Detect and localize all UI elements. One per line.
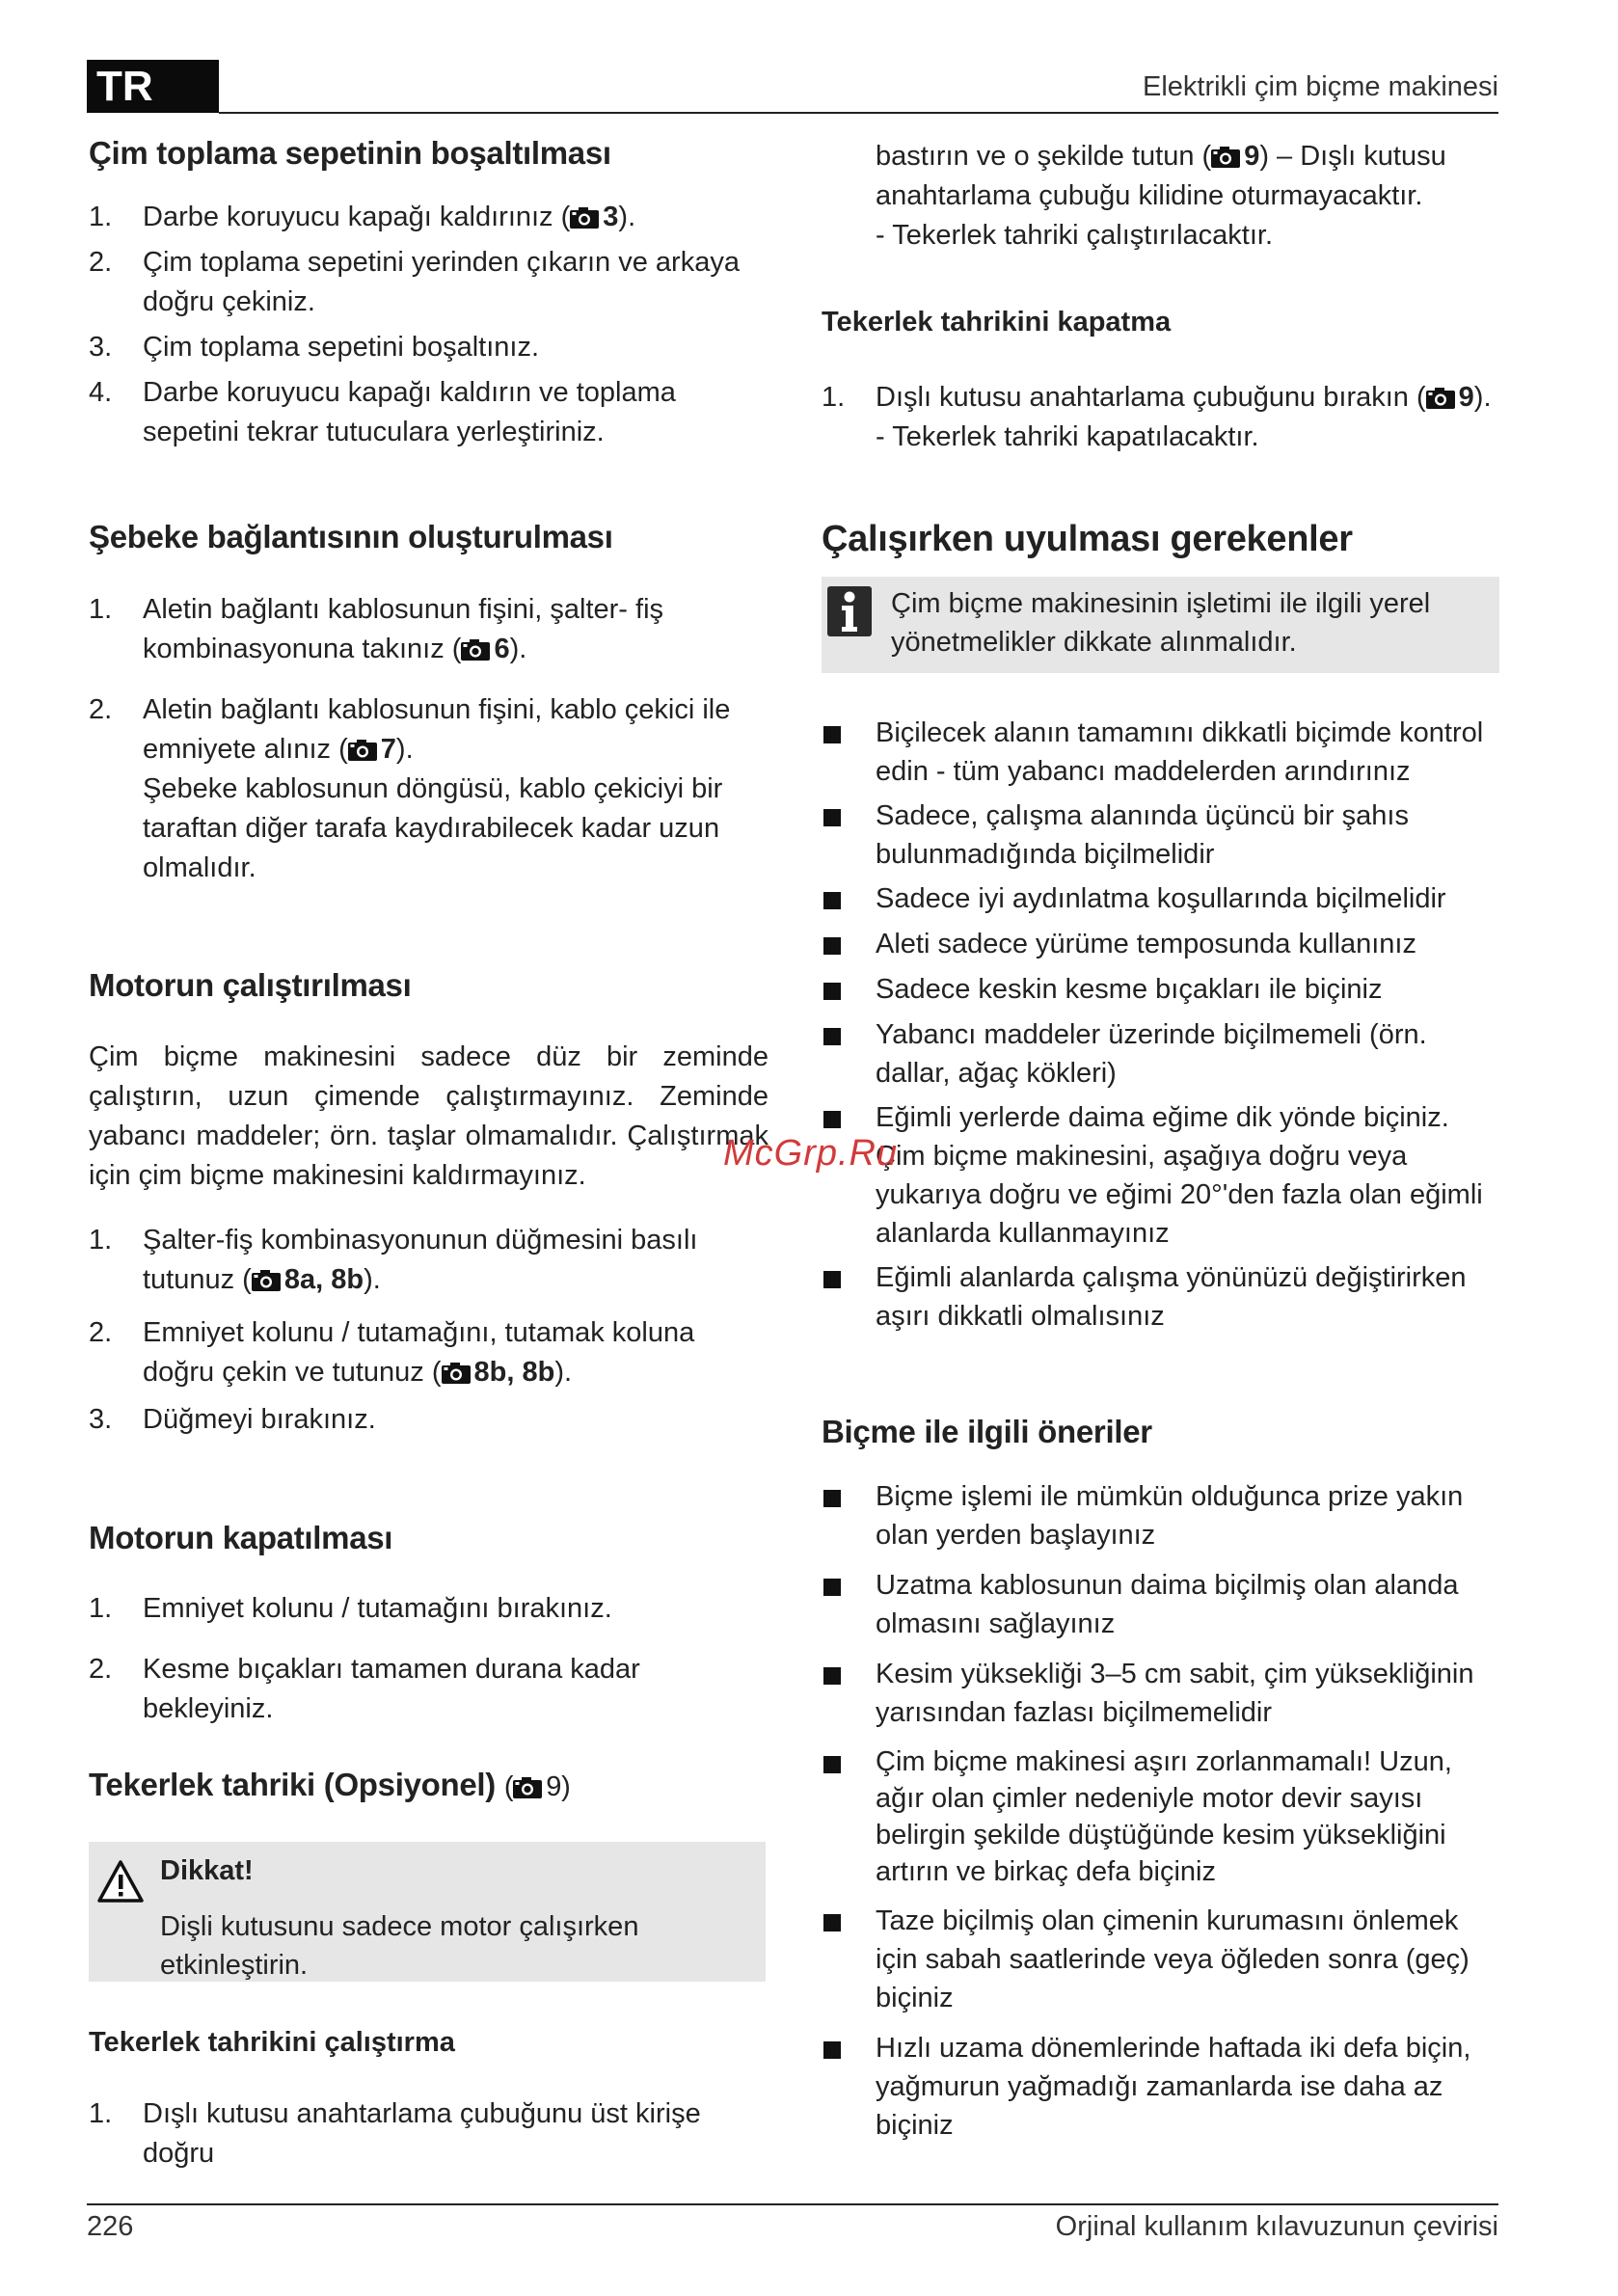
list-item: Yabancı maddeler üzerinde biçilmemeli (örn. dallar, ağaç kökleri)	[822, 1015, 1499, 1093]
mowing-tips-list	[822, 1477, 1499, 2145]
header-divider	[219, 112, 1498, 114]
language-badge: TR	[87, 60, 219, 113]
bullet-square-icon	[823, 1667, 841, 1685]
list-item: 1. Aletin bağlantı kablosunun fişini, şalter- fiş kombinasyonuna takınız ( 6).	[89, 594, 664, 664]
camera-icon	[442, 1363, 471, 1384]
list-item: 4. Darbe koruyucu kapağı kaldırın ve toplama sepetini tekrar tutuculara yerleştiriniz.	[89, 377, 676, 447]
bullet-square-icon	[823, 1271, 841, 1288]
list-item: Hızlı uzama dönemlerinde haftada iki defa biçin, yağmurun yağmadığı zamanlarda ise daha az biçiniz	[822, 2029, 1499, 2145]
list-item: 2. Çim toplama sepetini yerinden çıkarın ve arkaya doğru çekiniz.	[89, 247, 740, 317]
list-item: 3. Düğmeyi bırakınız.	[89, 1404, 376, 1435]
camera-icon	[513, 1777, 542, 1798]
empty-basket-steps	[89, 198, 766, 452]
bullet-square-icon	[823, 892, 841, 909]
list-item: Kesim yüksekliği 3–5 cm sabit, çim yüksekliğinin yarısından fazlası biçilmemelidir	[822, 1655, 1499, 1732]
continued-step-text: bastırın ve o şekilde tutun ( 9) – Dışlı kutusu anahtarlama çubuğu kilidine oturmayacaktır. - Tekerlek tahriki çalıştırılacaktır.	[876, 141, 1446, 251]
section-title-mains-connection: Şebeke bağlantısının oluşturulması	[89, 519, 613, 554]
subsection-title-start-wheel-drive: Tekerlek tahrikini çalıştırma	[89, 2027, 455, 2058]
list-item: 3. Çim toplama sepetini boşaltınız.	[89, 332, 540, 363]
list-item: Biçme işlemi ile mümkün olduğunca prize yakın olan yerden başlayınız	[822, 1477, 1499, 1554]
info-box	[822, 577, 1499, 673]
camera-icon	[570, 207, 599, 229]
list-item: Eğimli alanlarda çalışma yönünüzü değiştirirken aşırı dikkatli olmalısınız	[822, 1258, 1499, 1336]
warning-box	[89, 1842, 766, 1982]
bullet-square-icon	[823, 1028, 841, 1045]
bullet-square-icon	[823, 1756, 841, 1773]
bullet-square-icon	[823, 937, 841, 955]
bullet-square-icon	[823, 1914, 841, 1931]
wheel-drive-steps	[89, 2094, 766, 2174]
camera-icon	[348, 740, 377, 761]
camera-icon	[1211, 147, 1240, 168]
footer-divider	[87, 2203, 1498, 2205]
header-title: Elektrikli çim biçme makinesi	[1142, 71, 1498, 102]
list-item: Uzatma kablosunun daima biçilmiş olan alanda olmasını sağlayınız	[822, 1566, 1499, 1643]
list-item: Aleti sadece yürüme temposunda kullanınız	[822, 925, 1499, 964]
warning-text: Dişli kutusunu sadece motor çalışırken etkinleştirin.	[160, 1911, 639, 1981]
list-item: Eğimli yerlerde daima eğime dik yönde biçiniz. Çim biçme makinesini, aşağıya doğru veya yukarıya doğru ve eğimi 20°'den fazla olan eğimli alanlarda kullanmayınız	[822, 1098, 1499, 1253]
section-title-stop-wheel-drive: Tekerlek tahrikini kapatma	[822, 307, 1172, 338]
section-title-stop-motor: Motorun kapatılması	[89, 1520, 393, 1555]
stop-motor-steps	[89, 1589, 766, 1729]
list-item: 1. Emniyet kolunu / tutamağını bırakınız.	[89, 1593, 612, 1624]
camera-icon	[1426, 388, 1455, 409]
camera-icon	[461, 639, 490, 661]
list-item: 1. Dışlı kutusu anahtarlama çubuğunu üst kirişe doğru	[89, 2098, 701, 2169]
bullet-square-icon	[823, 1111, 841, 1128]
bullet-square-icon	[823, 809, 841, 826]
list-item: Sadece, çalışma alanında üçüncü bir şahıs bulunmadığında biçilmelidir	[822, 797, 1499, 874]
working-rules-list	[822, 714, 1499, 1336]
list-item: Taze biçilmiş olan çimenin kurumasını önlemek için sabah saatlerinde veya öğleden sonra (geç) biçiniz	[822, 1902, 1499, 2017]
camera-icon	[252, 1270, 281, 1291]
watermark: McGrp.Ru	[723, 1133, 899, 1174]
list-item: Biçilecek alanın tamamını dikkatli biçimde kontrol edin - tüm yabancı maddelerden arındırınız	[822, 714, 1499, 791]
list-item: 1. Şalter-fiş kombinasyonunun düğmesini basılı tutunuz ( 8a, 8b).	[89, 1225, 698, 1295]
section-title-working-rules: Çalışırken uyulması gerekenler	[822, 519, 1353, 559]
mains-connection-steps	[89, 590, 766, 888]
list-item: 2. Emniyet kolunu / tutamağını, tutamak koluna doğru çekin ve tutunuz ( 8b, 8b).	[89, 1317, 695, 1388]
list-item: 2. Kesme bıçakları tamamen durana kadar bekleyiniz.	[89, 1654, 640, 1724]
list-item: 2. Aletin bağlantı kablosunun fişini, kablo çekici ile emniyete alınız ( 7). Şebeke kablosunun döngüsü, kablo çekiciyi bir taraftan diğer tarafa kaydırabilecek kadar uzun olmalıdır.	[89, 694, 731, 883]
section-title-wheel-drive: Tekerlek tahriki (Opsiyonel) ( 9)	[89, 1767, 571, 1802]
list-item: Sadece keskin kesme bıçakları ile biçiniz	[822, 970, 1499, 1010]
page-number: 226	[87, 2211, 134, 2242]
bullet-square-icon	[823, 2041, 841, 2059]
info-text: Çim biçme makinesinin işletimi ile ilgili yerel yönetmelikler dikkate alınmalıdır.	[891, 588, 1431, 658]
start-motor-steps	[89, 1221, 766, 1440]
list-item: Sadece iyi aydınlatma koşullarında biçilmelidir	[822, 879, 1499, 919]
list-item: 1. Dışlı kutusu anahtarlama çubuğunu bırakın ( 9). - Tekerlek tahriki kapatılacaktır.	[822, 382, 1492, 452]
bullet-square-icon	[823, 983, 841, 1000]
section-title-empty-basket: Çim toplama sepetinin boşaltılması	[89, 135, 611, 171]
warning-title: Dikkat!	[160, 1855, 254, 1886]
bullet-square-icon	[823, 1579, 841, 1596]
info-icon	[827, 586, 872, 636]
section-title-start-motor: Motorun çalıştırılması	[89, 967, 412, 1003]
list-item: 1. Darbe koruyucu kapağı kaldırınız ( 3).	[89, 202, 636, 232]
warning-triangle-icon	[96, 1859, 145, 1904]
list-item: Çim biçme makinesi aşırı zorlanmamalı! Uzun, ağır olan çimler nedeniyle motor devir sayısı belirgin şekilde düştüğünde kesim yüksekliğini artırın ve birkaç defa biçiniz	[822, 1743, 1499, 1890]
section-title-mowing-tips: Biçme ile ilgili öneriler	[822, 1414, 1152, 1449]
bullet-square-icon	[823, 1490, 841, 1507]
bullet-square-icon	[823, 726, 841, 743]
stop-wheel-drive-steps	[822, 378, 1499, 457]
start-motor-paragraph: Çim biçme makinesini sadece düz bir zeminde çalıştırın, uzun çimende çalıştırmayınız. Zeminde yabancı maddeler; örn. taşlar olmamalıdır. Çalıştırmak için çim biçme makinesini kaldırmayınız.	[89, 1041, 769, 1191]
footer-title: Orjinal kullanım kılavuzunun çevirisi	[1055, 2211, 1498, 2242]
